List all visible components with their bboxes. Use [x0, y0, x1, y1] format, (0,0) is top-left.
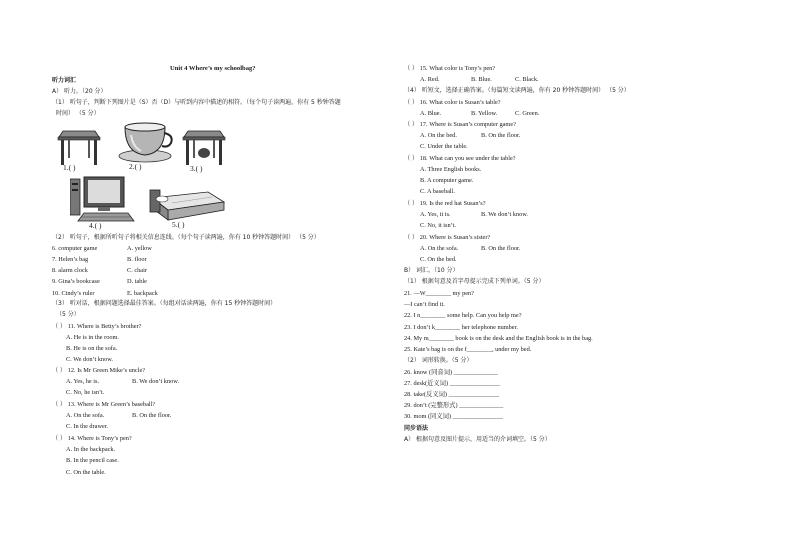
match-left-item: 10. Cindy’s ruler — [52, 290, 95, 297]
question-15: （ ） 15. What color is Tony’s pen? — [404, 65, 496, 72]
q14-option-b: B. In the pencil case. — [66, 457, 119, 464]
bed-picture — [148, 186, 226, 224]
match-left-item: 7. Helen’s bag — [52, 256, 89, 263]
q14-option-c: C. On the table. — [66, 469, 106, 476]
vocab-part2-instruction: （2） 词形转换。（5 分） — [404, 357, 473, 364]
q11-option-a: A. He is in the room. — [66, 334, 119, 341]
match-left-item: 6. computer game — [52, 245, 98, 252]
teacup-picture — [117, 121, 175, 163]
part3-instruction-cont: （5 分） — [56, 311, 80, 318]
part4-instruction: （4） 听短文，选择正确答案。（每篇短文读两遍，你有 20 秒钟答题时间） （5 分） — [404, 87, 630, 94]
match-right-item: E. backpack — [127, 290, 158, 297]
q20-option-b: B. On the floor. — [481, 245, 521, 252]
q17-option-a: A. On the bed. — [420, 132, 457, 139]
grammar-part-a-instruction: A） 根据句意及图片提示，用适当的介词填空。（5 分） — [404, 436, 551, 443]
section-listening-heading: 听力词汇 — [52, 77, 77, 84]
table-picture-3 — [180, 129, 228, 167]
q19-option-c: C. No, it isn’t. — [420, 222, 456, 229]
vocab-part1-instruction: （1） 根据句意及首字母提示完成下列单词。（5 分） — [404, 278, 545, 285]
part-a-heading: A） 听力。（20 分） — [52, 88, 107, 95]
section-grammar-heading: 同步语法 — [404, 425, 429, 432]
match-left-item: 8. alarm clock — [52, 267, 88, 274]
match-left-item: 9. Gina’s bookcase — [52, 278, 100, 285]
q19-option-b: B. We don’t know. — [481, 211, 528, 218]
question-16: （ ） 16. What color is Susan’s table? — [404, 99, 501, 106]
q14-option-a: A. In the backpack. — [66, 446, 116, 453]
q18-option-c: C. A baseball. — [420, 188, 455, 195]
question-30: 30. mom (同义词) ________________ — [404, 413, 503, 420]
picture-label-1: 1.( ) — [63, 163, 76, 172]
question-11: （ ） 11. Where is Betty’s brother? — [52, 323, 142, 330]
question-26: 26. know (同音词) ______________ — [404, 369, 498, 376]
match-right-item: B. floor — [127, 256, 147, 263]
q13-option-b: B. On the floor. — [132, 412, 172, 419]
part2-instruction: （2） 听句子，根据所听句子将相关信息连线。（每个句子读两遍，你有 10 秒钟答题时间） （5 分） — [52, 234, 320, 241]
match-right-item: C. chair — [127, 267, 147, 274]
match-right-item: D. table — [127, 278, 147, 285]
q12-option-c: C. No, he isn’t. — [66, 389, 105, 396]
part3-instruction: （3） 听对话，根据问题选择最佳答案。（每组对话读两遍，你有 15 秒钟答题时间） — [52, 300, 277, 307]
question-14: （ ） 14. Where is Tony’s pen? — [52, 435, 132, 442]
computer-picture — [70, 175, 136, 223]
question-13: （ ） 13. Where is Mr Green’s baseball? — [52, 401, 156, 408]
q11-option-b: B. He is on the sofa. — [66, 345, 118, 352]
part-b-heading: B） 词汇。（10 分） — [404, 267, 459, 274]
question-24: 24. My m________ book is on the desk and the English book is in the bag. — [404, 335, 593, 342]
question-25: 25. Kate’s bag is on the f________, under my bed. — [404, 346, 532, 353]
q12-option-b: B. We don’t know. — [132, 378, 179, 385]
q13-option-a: A. On the sofa. — [66, 412, 105, 419]
picture-label-3: 3.( ) — [190, 164, 203, 173]
part1-instruction-cont: 时间） （5 分） — [56, 110, 100, 117]
q19-option-a: A. Yes, it is. — [420, 211, 451, 218]
q16-option-b: B. Yellow. — [471, 110, 498, 117]
table-picture-1 — [55, 129, 103, 167]
q18-option-a: A. Three English books. — [420, 166, 482, 173]
picture-label-2: 2.( ) — [129, 162, 142, 171]
match-right-item: A. yellow — [127, 245, 152, 252]
picture-label-5: 5.( ) — [172, 220, 185, 229]
q16-option-a: A. Blue. — [420, 110, 442, 117]
question-29: 29. don’t (完整形式) ______________ — [404, 402, 504, 409]
q15-option-c: C. Black. — [515, 76, 539, 83]
question-20: （ ） 20. Where is Susan’s sister? — [404, 234, 491, 241]
q15-option-b: B. Blue. — [471, 76, 492, 83]
part1-instruction: （1） 听句子，判断下列图片是（S）否（D）与听到内容中描述的相符。（每个句子读两遍，你有 5 秒钟答题 — [52, 99, 341, 106]
question-23: 23. I don’t k________ her telephone number. — [404, 324, 518, 331]
q11-option-c: C. We don’t know. — [66, 356, 113, 363]
q15-option-a: A. Red. — [420, 76, 440, 83]
question-12: （ ） 12. Is Mr Green Mike’s uncle? — [52, 367, 146, 374]
q13-option-c: C. In the drawer. — [66, 423, 109, 430]
picture-label-4: 4.( ) — [89, 221, 102, 230]
q20-option-a: A. On the sofa. — [420, 245, 459, 252]
q17-option-b: B. On the floor. — [481, 132, 521, 139]
page-title: Unit 4 Where’s my schoolbag? — [170, 65, 256, 72]
question-19: （ ） 19. Is the red hat Susan’s? — [404, 200, 486, 207]
question-27: 27. desk(近义词) ________________ — [404, 380, 501, 387]
question-21-reply: —I can’t find it. — [404, 301, 445, 308]
question-28: 28. take(反义词) ________________ — [404, 391, 499, 398]
q17-option-c: C. Under the table. — [420, 143, 468, 150]
q18-option-b: B. A computer game. — [420, 177, 474, 184]
question-18: （ ） 18. What can you see under the table? — [404, 155, 516, 162]
q20-option-c: C. On the bed. — [420, 256, 457, 263]
question-17: （ ） 17. Where is Susan’s computer game? — [404, 121, 516, 128]
q12-option-a: A. Yes, he is. — [66, 378, 100, 385]
q16-option-c: C. Green. — [515, 110, 540, 117]
question-22: 22. I n________ some help. Can you help me? — [404, 312, 522, 319]
question-21: 21. —W________ my pen? — [404, 290, 474, 297]
